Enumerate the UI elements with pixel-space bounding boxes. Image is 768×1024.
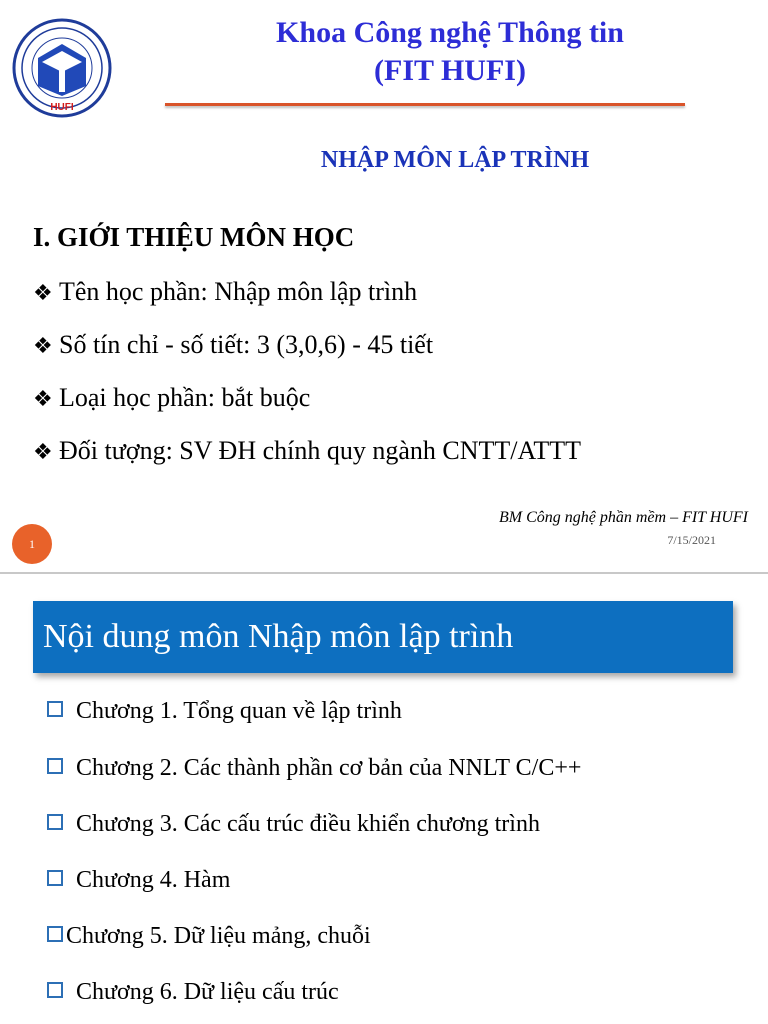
slide-2 [0, 574, 768, 1024]
course-title: NHẬP MÔN LẬP TRÌNH [320, 147, 590, 173]
chapter-item: Chương 1. Tổng quan về lập trình [47, 696, 402, 726]
checkbox-bullet-icon [47, 701, 63, 717]
checkbox-bullet-icon [47, 982, 63, 998]
title-divider [165, 103, 685, 106]
content-header: Nội dung môn Nhập môn lập trình [33, 601, 733, 673]
diamond-bullet-icon: ❖ [33, 386, 53, 411]
chapter-item: Chương 4. Hàm [47, 865, 230, 895]
page-number-badge: 1 [12, 524, 52, 564]
footer-date: 7/15/2021 [667, 533, 716, 547]
bullet-item: ❖ Tên học phần: Nhập môn lập trình [33, 276, 417, 309]
chapter-item: Chương 6. Dữ liệu cấu trúc [47, 977, 339, 1007]
diamond-bullet-icon: ❖ [33, 439, 53, 464]
bullet-item: ❖ Đối tượng: SV ĐH chính quy ngành CNTT/ATTT [33, 435, 581, 468]
faculty-title-line-1: Khoa Công nghệ Thông tin [276, 16, 624, 49]
checkbox-bullet-icon [47, 870, 63, 886]
section-heading: I. GIỚI THIỆU MÔN HỌC [33, 222, 355, 252]
checkbox-bullet-icon [47, 814, 63, 830]
logo-text: HUFI [50, 102, 74, 113]
checkbox-bullet-icon [47, 926, 63, 942]
bullet-item: ❖ Số tín chỉ - số tiết: 3 (3,0,6) - 45 tiết [33, 329, 433, 362]
checkbox-bullet-icon [47, 758, 63, 774]
faculty-title-line-2: (FIT HUFI) [374, 54, 526, 87]
chapter-item: Chương 2. Các thành phần cơ bản của NNLT C/C++ [47, 753, 581, 783]
chapter-item: Chương 3. Các cấu trúc điều khiển chương trình [47, 809, 540, 839]
diamond-bullet-icon: ❖ [33, 333, 53, 358]
footer-department: BM Công nghệ phần mềm – FIT HUFI [498, 509, 748, 526]
chapter-item: Chương 5. Dữ liệu mảng, chuỗi [47, 921, 371, 951]
hufi-logo [12, 18, 112, 118]
diamond-bullet-icon: ❖ [33, 280, 53, 305]
bullet-item: ❖ Loại học phần: bắt buộc [33, 382, 310, 415]
